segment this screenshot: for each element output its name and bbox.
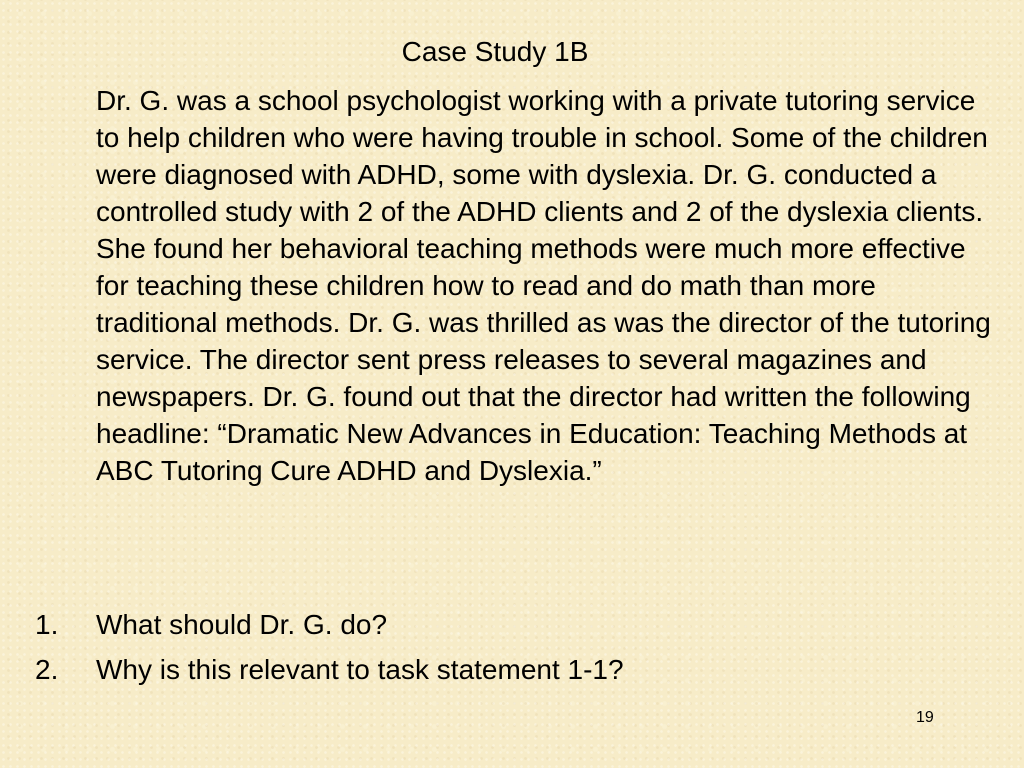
question-list — [0, 606, 1000, 696]
question-number: 2. — [35, 654, 59, 685]
question-number: 1. — [35, 609, 59, 640]
question-item — [0, 651, 1000, 688]
question-item — [0, 606, 1000, 643]
page-number: 19 — [916, 709, 934, 726]
question-text: What should Dr. G. do? — [96, 609, 388, 640]
case-study-paragraph: Dr. G. was a school psychologist working with a private tutoring service to help children who were having trouble in school. Some of the children were diagnosed with ADHD, some with dyslexia. Dr. G. conducted a controlled study with 2 of the ADHD clients and 2 of the dyslexia clients. She found her behavioral teaching methods were much more effective for teaching these children how to read and do math than more traditional methods. Dr. G. was thrilled as was the director of the tutoring service. The director sent press releases to several magazines and newspapers. Dr. G. found out that the director had written the following headline: “Dramatic New Advances in Education: Teaching Methods at ABC Tutoring Cure ADHD and Dyslexia.” — [96, 85, 991, 486]
slide-title: Case Study 1B — [401, 36, 589, 67]
question-text: Why is this relevant to task statement 1-1? — [96, 654, 624, 685]
